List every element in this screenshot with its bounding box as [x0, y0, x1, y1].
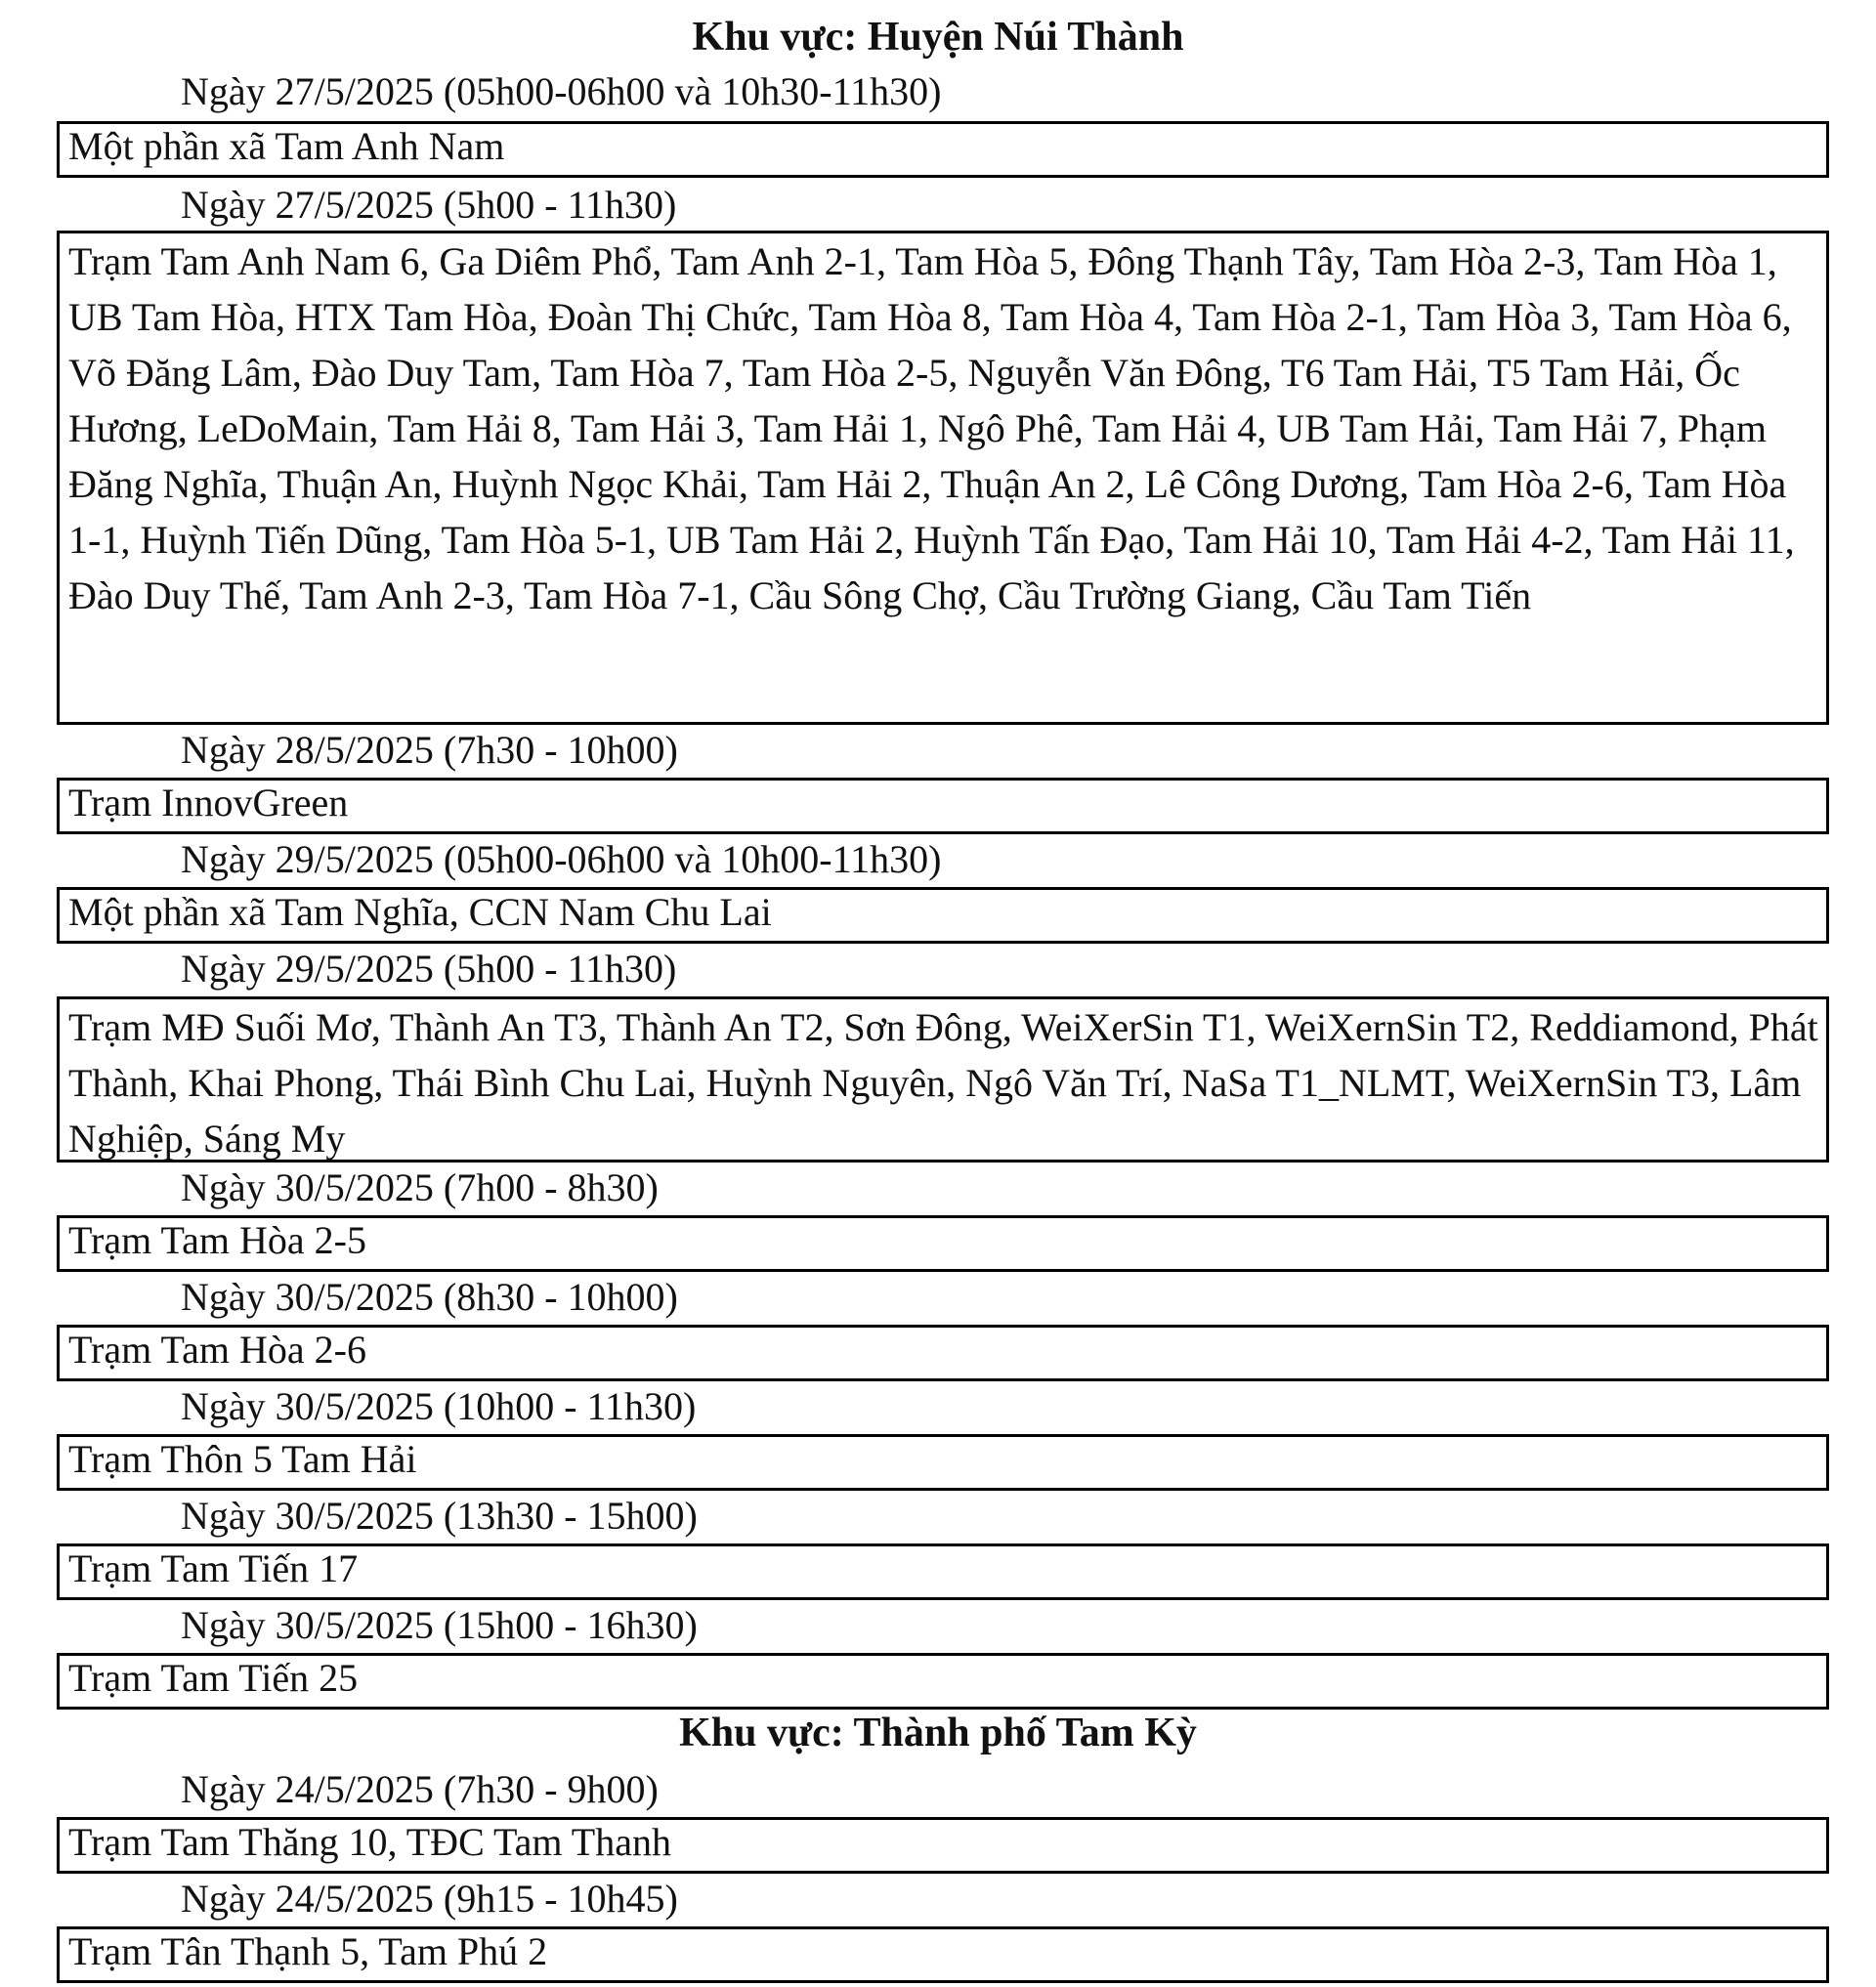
- date-line: Ngày 30/5/2025 (15h00 - 16h30): [181, 1603, 698, 1647]
- date-line: Ngày 30/5/2025 (13h30 - 15h00): [181, 1494, 698, 1538]
- station-box: Trạm Thôn 5 Tam Hải: [57, 1434, 1829, 1491]
- date-line: Ngày 27/5/2025 (05h00-06h00 và 10h30-11h30): [181, 69, 942, 113]
- date-line: Ngày 30/5/2025 (10h00 - 11h30): [181, 1384, 697, 1428]
- area-box: Một phần xã Tam Nghĩa, CCN Nam Chu Lai: [57, 887, 1829, 944]
- station-box: Trạm Tân Thạnh 5, Tam Phú 2: [57, 1926, 1829, 1983]
- area-box: Một phần xã Tam Anh Nam: [57, 121, 1829, 178]
- date-line: Ngày 24/5/2025 (7h30 - 9h00): [181, 1767, 659, 1811]
- station-list-box: Trạm MĐ Suối Mơ, Thành An T3, Thành An T2, Sơn Đông, WeiXerSin T1, WeiXernSin T2, Reddiamond, Phát Thành, Khai Phong, Thái Bình Chu Lai, Huỳnh Nguyên, Ngô Văn Trí, NaSa T1_NLMT, WeiXernSin T3, Lâm Nghiệp, Sáng My: [57, 996, 1829, 1163]
- date-line: Ngày 24/5/2025 (9h15 - 10h45): [181, 1877, 678, 1921]
- date-line: Ngày 29/5/2025 (05h00-06h00 và 10h00-11h30): [181, 837, 942, 881]
- station-list-box: Trạm Tam Anh Nam 6, Ga Diêm Phổ, Tam Anh 2-1, Tam Hòa 5, Đông Thạnh Tây, Tam Hòa 2-3, Tam Hòa 1, UB Tam Hòa, HTX Tam Hòa, Đoàn Thị Chức, Tam Hòa 8, Tam Hòa 4, Tam Hòa 2-1, Tam Hòa 3, Tam Hòa 6, Võ Đăng Lâm, Đào Duy Tam, Tam Hòa 7, Tam Hòa 2-5, Nguyễn Văn Đông, T6 Tam Hải, T5 Tam Hải, Ốc Hương, LeDoMain, Tam Hải 8, Tam Hải 3, Tam Hải 1, Ngô Phê, Tam Hải 4, UB Tam Hải, Tam Hải 7, Phạm Đăng Nghĩa, Thuận An, Huỳnh Ngọc Khải, Tam Hải 2, Thuận An 2, Lê Công Dương, Tam Hòa 2-6, Tam Hòa 1-1, Huỳnh Tiến Dũng, Tam Hòa 5-1, UB Tam Hải 2, Huỳnh Tấn Đạo, Tam Hải 10, Tam Hải 4-2, Tam Hải 11, Đào Duy Thế, Tam Anh 2-3, Tam Hòa 7-1, Cầu Sông Chợ, Cầu Trường Giang, Cầu Tam Tiến: [57, 231, 1829, 725]
- station-box: Trạm InnovGreen: [57, 778, 1829, 834]
- station-box: Trạm Tam Tiến 17: [57, 1543, 1829, 1600]
- station-box: Trạm Tam Hòa 2-5: [57, 1215, 1829, 1272]
- station-box: Trạm Tam Tiến 25: [57, 1653, 1829, 1710]
- date-line: Ngày 28/5/2025 (7h30 - 10h00): [181, 728, 678, 772]
- date-line: Ngày 27/5/2025 (5h00 - 11h30): [181, 183, 677, 227]
- station-box: Trạm Tam Hòa 2-6: [57, 1325, 1829, 1381]
- area-title-tam-ky: Khu vực: Thành phố Tam Kỳ: [679, 1711, 1197, 1755]
- area-title-nui-thanh: Khu vực: Huyện Núi Thành: [692, 15, 1184, 60]
- date-line: Ngày 30/5/2025 (8h30 - 10h00): [181, 1275, 678, 1319]
- date-line: Ngày 29/5/2025 (5h00 - 11h30): [181, 947, 677, 991]
- date-line: Ngày 30/5/2025 (7h00 - 8h30): [181, 1165, 659, 1209]
- station-box: Trạm Tam Thăng 10, TĐC Tam Thanh: [57, 1817, 1829, 1874]
